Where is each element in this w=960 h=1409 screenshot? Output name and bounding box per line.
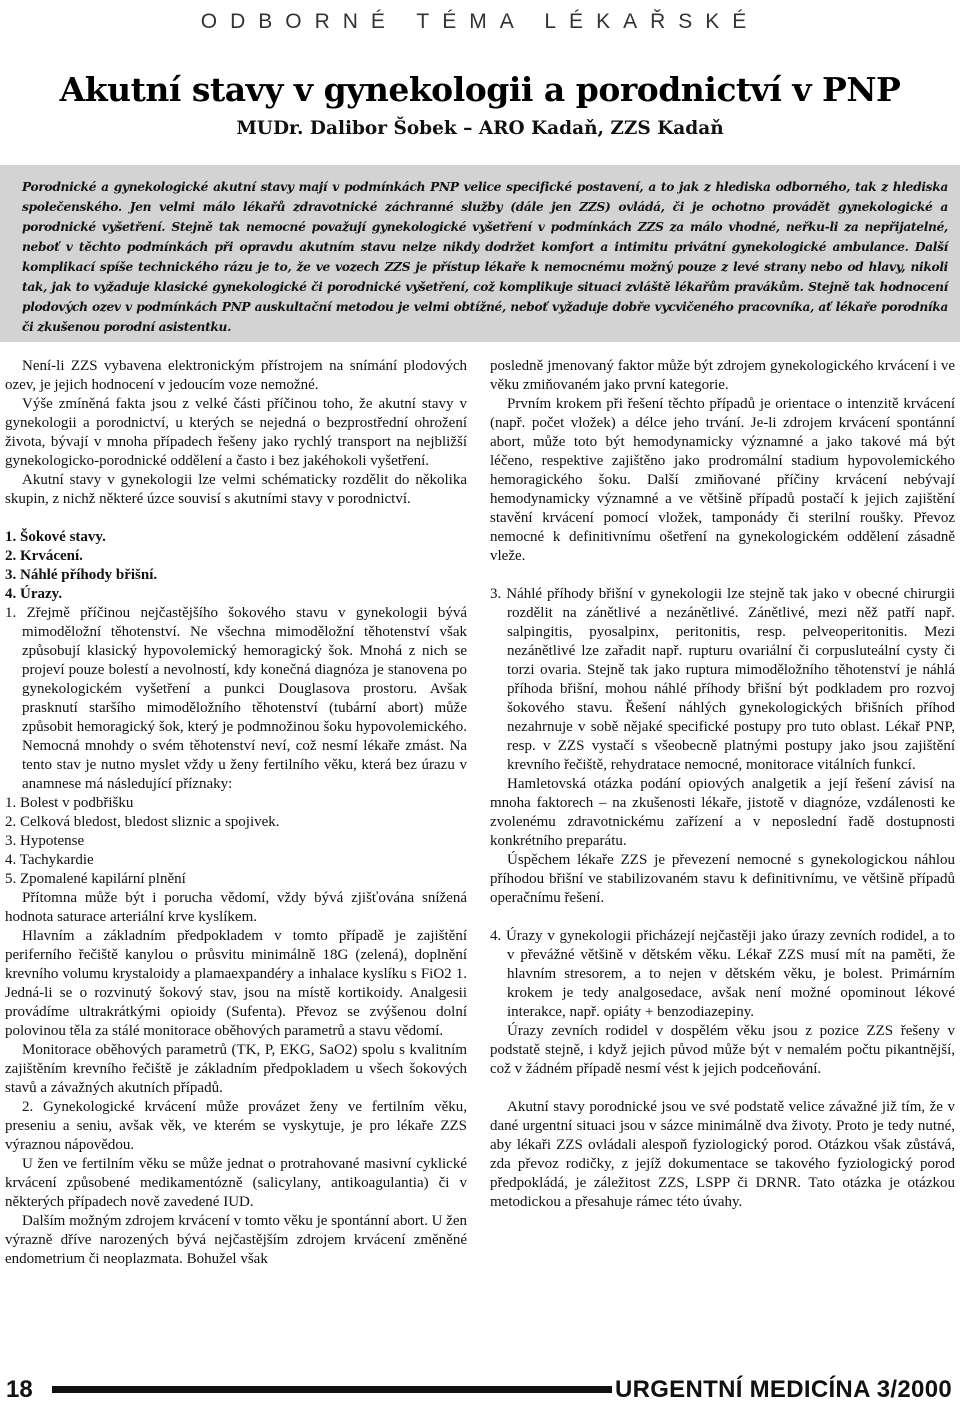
paragraph: posledně jmenovaný faktor může být zdrojem gynekologického krvácení i ve věku zmiňovaném jako první kategorie. [490,358,955,393]
paragraph: Přítomna může být i porucha vědomí, vždy bývá zjišťována snížená hodnota saturace arteriální krve kyslíkem. [5,890,467,925]
paragraph: Akutní stavy porodnické jsou ve své podstatě velice závažné již tím, že v dané urgentní situaci jsou v sázce minimálně dva životy. Proto je tedy nutné, aby lékaři ZZS ovládali alespoň fyziologický porod. Otázkou však zůstává, zda převoz rodičky, z jejíž dokumentace se takového fyziologický porod předpokládá, je záležitost ZZS, LSPP či DRNR. Tato otázka je otázkou metodickou a přesahuje rámec této úvahy. [490,1099,955,1210]
paragraph: 2. Gynekologické krvácení může provázet ženy ve fertilním věku, preseniu a seniu, avšak věk, ve kterém se vyskytuje, je pro lékaře ZZS výraznou nápovědou. [5,1099,467,1153]
list-item: 4. Úrazy. [5,586,63,602]
paragraph: Úrazy zevních rodidel v dospělém věku jsou z pozice ZZS řešeny v podstatě stejně, i když jejich původ může být v nemalém počtu pikantnější, což v žádném případě nesmí vést k jejich podceňování. [490,1023,955,1077]
group-list [5,528,467,604]
symptom-list [5,794,467,889]
paragraph: Výše zmíněná fakta jsou z velké části příčinou toho, že akutní stavy v gynekologii a porodnictví, u kterých se nejedná o bezprostřední ohrožení života, bývají v mnoha případech řešeny jako rychlý transport na nejbližší gynekologicko-porodnické oddělení a často i bez jakéhokoli vyšetření. [5,396,467,469]
left-column [5,357,467,1269]
abstract-box [0,165,960,342]
paragraph: Dalším možným zdrojem krvácení v tomto věku je spontánní abort. U žen výrazně dříve narozených bývá nejčastějším zdrojem krvácení změněné endometrium či neoplazmata. Bohužel však [5,1213,467,1267]
paragraph: Úspěchem lékaře ZZS je převezení nemocné s gynekologickou náhlou příhodou břišní ve stabilizovaném stavu k definitivnímu, ve většině případů operačnímu řešení. [490,852,955,906]
list-item: 2. Krvácení. [5,548,83,564]
paragraph: 1. Zřejmě příčinou nejčastějšího šokového stavu v gynekologii bývá mimoděložní těhotenství. Ne všechna mimoděložní těhotenství však způsobují klasický hypovolemický hemoragický šok. Mnohá z nich se projeví pouze bolestí a nevolností, kdy konečná diagnóza je stanovena po gynekologickém vyšetření a punkci Douglasova prostoru. Avšak prasknutí staršího mimoděložního těhotenství (tubární abort) může způsobit hemoragický šok, který je podmnožinou šoku hypovolemického. Nemocná mnohdy o svém těhotenství neví, což nesmí lékaře zmást. Na tento stav je nutno myslet vždy u ženy fertilního věku, která bez úrazu v anamnese má následující příznaky: [5,605,467,792]
paragraph: Monitorace oběhových parametrů (TK, P, EKG, SaO2) spolu s kvalitním zajištěním krevního řečiště je základním předpokladem u všech šokových stavů a závažných akutních případů. [5,1042,467,1096]
section-rubric: ODBORNÉ TÉMA LÉKAŘSKÉ [200,10,760,33]
list-item: 3. Náhlé příhody břišní. [5,567,158,583]
list-item: 4. Tachykardie [5,852,94,868]
paragraph: U žen ve fertilním věku se může jednat o protrahované masivní cyklické krvácení způsobené medikamentózně (salicylany, antikoagulantia) či v některých případech nově zavedené IUD. [5,1156,467,1210]
journal-name: URGENTNÍ MEDICÍNA 3/2000 [614,1376,952,1403]
list-item: 5. Zpomalené kapilární plnění [5,871,186,887]
list-item: 3. Hypotense [5,833,85,849]
article-author: MUDr. Dalibor Šobek – ARO Kadaň, ZZS Kadaň [236,118,724,139]
list-item: 2. Celková bledost, bledost sliznic a spojivek. [5,814,280,830]
page-footer [0,1376,960,1409]
abstract-text: Porodnické a gynekologické akutní stavy mají v podmínkách PNP velice specifické postavení, a to jak z hlediska odborného, tak z hlediska společenského. Jen velmi málo lékařů zdravotnické záchranné služby (dále jen ZZS) ovládá, či je ochotno provádět gynekologické a porodnické vyšetření. Stejně tak nemocné považují gynekologické vyšetření v podmínkách ZZS za málo vhodné, neřku-li za nepřijatelné, neboť v těchto podmínkách při opravdu akutním stavu nelze nikdy dodržet komfort a intimitu privátní gynekologické ambulance. Další komplikací spíše technického rázu je to, že ve vozech ZZS je přístup lékaře k nemocnému možný pouze z levé strany nebo od hlavy, nikoli tak, jak to vyžaduje klasické gynekologické či porodnické vyšetření, což komplikuje situaci zvláště lékařům pravákům. Stejně tak hodnocení plodových ozev v podmínkách PNP auskultační metodou je velmi obtížné, neboť vyžaduje dobře vycvičeného pracovníka, ať lékaře porodníka či zkušenou porodní asistentku. [22,180,948,334]
paragraph: Není-li ZZS vybavena elektronickým přístrojem na snímání plodových ozev, je jejich hodnocení v jedoucím voze nemožné. [5,358,467,393]
footer-rule [52,1386,612,1393]
paragraph: Hamletovská otázka podání opiových analgetik a její řešení závisí na mnoha faktorech – na zkušenosti lékaře, jistotě v diagnóze, vzdálenosti ke zvolenému zdravotnickému zařízení a v neposlední řadě dostupnosti konkrétního preparátu. [490,776,955,849]
paragraph: Prvním krokem při řešení těchto případů je orientace o intenzitě krvácení (např. počet vložek) a délce jeho trvání. Je-li zdrojem krvácení spontánní abort, může toto být hemodynamicky významné a jako takové má být léčeno, respektive zajištěno jako prodromální stadium hypovolemického hemoragického šoku. Další zmiňované příčiny krvácení nebývají hemodynamicky významné a ve většině případů postačí k jejich zajištění stavění krvácení pomocí vložek, tamponády či sterilní roušky. Převoz nemocné k definitivnímu ošetření na gynekologickém oddělení zásadně vleže. [490,396,955,564]
paragraph: Akutní stavy v gynekologii lze velmi schématicky rozdělit do několika skupin, z nichž některé úzce souvisí s akutními stavy v porodnictví. [5,472,467,507]
page-number: 18 [6,1376,33,1403]
right-column [490,357,955,1212]
list-item: 1. Šokové stavy. [5,529,106,545]
paragraph: 4. Úrazy v gynekologii přicházejí nejčastěji jako úrazy zevních rodidel, a to v převážné většině v dětském věku. Lékař ZZS musí mít na paměti, že hlavním stresorem, a to nejen v dětském věku, je bolest. Primárním krokem je tedy analgosedace, avšak není možné opominout lékové interakce, např. opiáty + benzodiazepiny. [490,928,955,1020]
list-item: 1. Bolest v podbřišku [5,795,134,811]
paragraph: Hlavním a základním předpokladem v tomto případě je zajištění periferního řečiště kanylou o průsvitu minimálně 18G (zelená), doplnění krevního volumu krystaloidy a plamaexpandéry a inhalace kyslíku s FiO2 1. Jedná-li se o rozvinutý šokový stav, jsou na místě kortikoidy. Analgesii provádíme ultrakrátkými opioidy (Sufenta). Převoz se zvýšenou dolní polovinou těla za stálé monitorace oběhových parametrů a stavu vědomí. [5,928,467,1039]
paragraph: 3. Náhlé příhody břišní v gynekologii lze stejně tak jako v obecné chirurgii rozdělit na zánětlivé a nezánětlivé. Zánětlivé, mezi něž patří např. salpingitis, pyosalpinx, peritonitis, resp. pelveoperitonitis. Mezi nezánětlivé lze zařadit např. rupturu ovariální či corpusluteální cysty či torzi ovaria. Stejně tak jako ruptura mimoděložního těhotenství je náhlá příhoda břišní, mohou náhlé příhody břišní být podkladem pro rozvoj šokového stavu. Řešení náhlých gynekologických břišních příhod nezahrnuje v sobě nějaké specifické postupy pro tuto oblast. Lékař PNP, resp. v ZZS vystačí s všeobecně platnými postupy jako jsou zajištění krevního řečiště, rehydratace nemocné, monitorace vitálních funkcí. [490,586,955,773]
article-title: Akutní stavy v gynekologii a porodnictví v PNP [59,70,901,109]
